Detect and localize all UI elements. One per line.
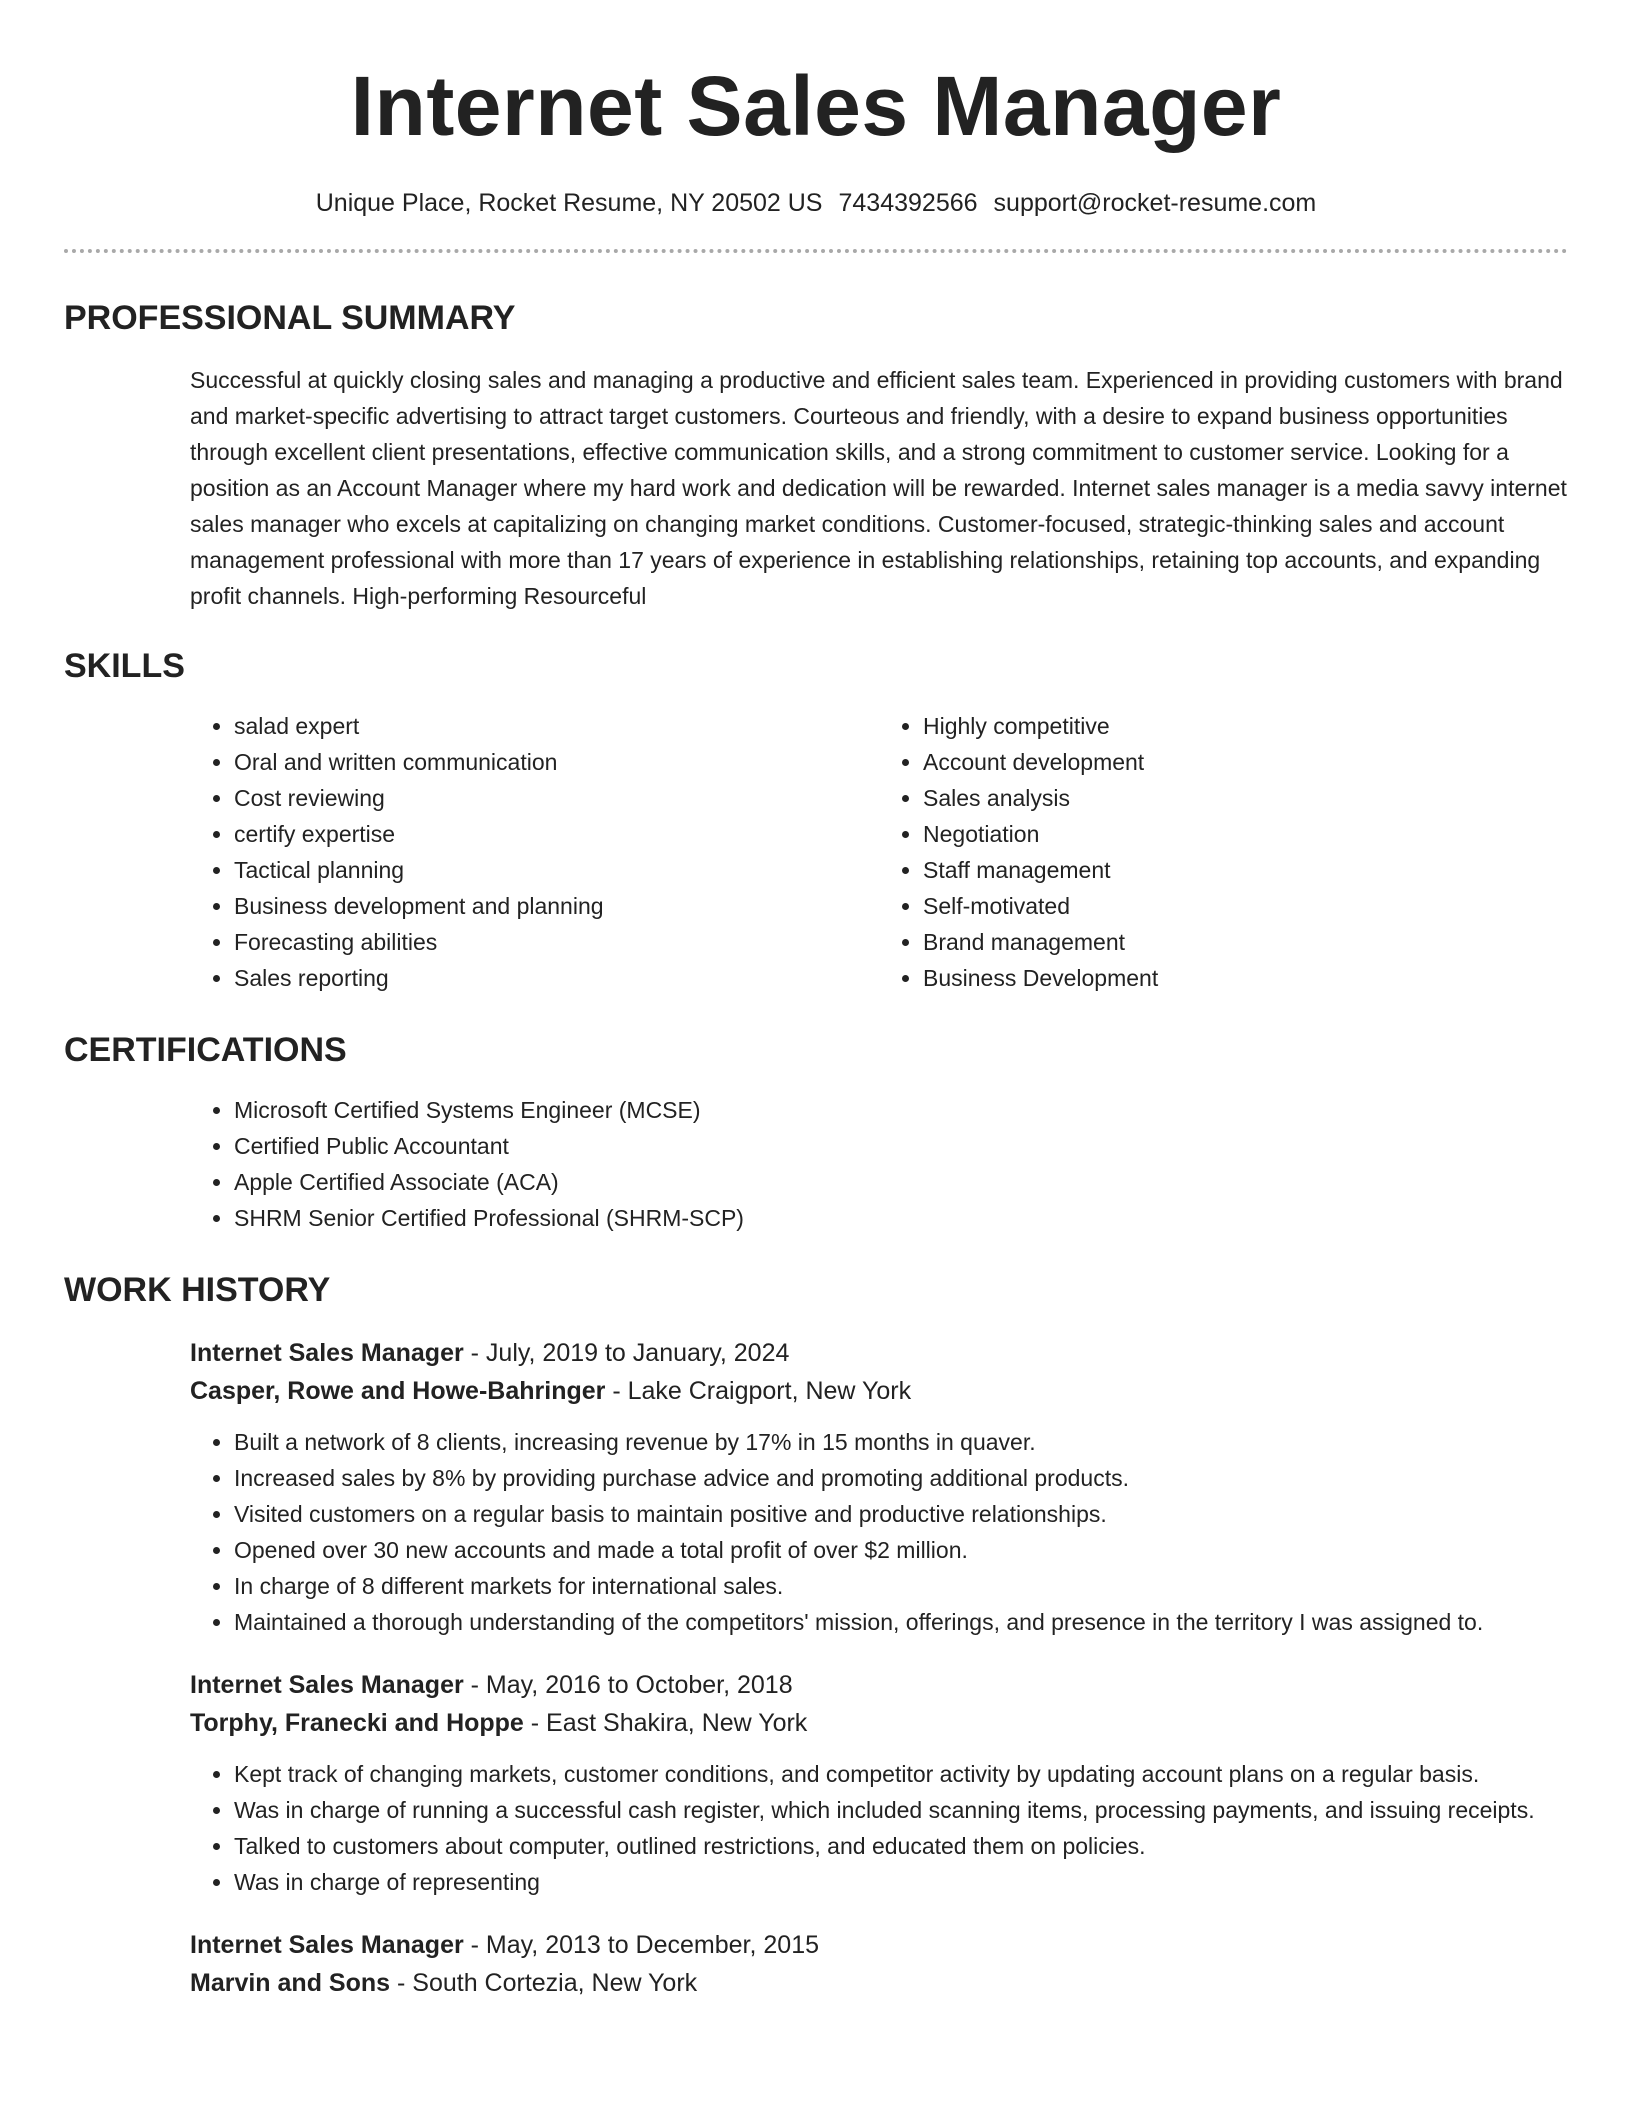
summary-text: Successful at quickly closing sales and managing a productive and efficient sales team. Experienced in providing customers with brand and market-specific advertising to attract target customers. Courteous and friendly, with a desire to expand business opportunities through excellent client presentations, effective communication skills, and a strong commitment to customer service. Looking for a position as an Account Manager where my hard work and dedication will be rewarded. Internet sales manager is a media savvy internet sales manager who excels at capitalizing on changing market conditions. Customer-focused, strategic-thinking sales and account management professional with more than 17 years of experience in establishing relationships, retaining top accounts, and expanding profit channels. High-performing Resourceful bbox=[190, 367, 1567, 609]
certification-item: • SHRM Senior Certified Professional (SHRM-SCP) bbox=[234, 1200, 1568, 1236]
certification-item: • Microsoft Certified Systems Engineer (MCSE) bbox=[234, 1092, 1568, 1128]
skill-item: • Oral and written communication bbox=[234, 744, 879, 780]
skill-item: • salad expert bbox=[234, 708, 879, 744]
certification-item: • Apple Certified Associate (ACA) bbox=[234, 1164, 1568, 1200]
job-bullet: • Visited customers on a regular basis to maintain positive and productive relationships. bbox=[234, 1496, 1568, 1532]
work-history-heading: WORK HISTORY bbox=[64, 1271, 331, 1309]
job-bullet: • Was in charge of running a successful cash register, which included scanning items, processing payments, and issuing receipts. bbox=[234, 1792, 1568, 1828]
resume-header bbox=[0, 0, 1632, 218]
job-dates: - May, 2016 to October, 2018 bbox=[463, 1671, 793, 1699]
job-bullet: • Was in charge of representing bbox=[234, 1864, 1568, 1900]
job-bullet: • In charge of 8 different markets for international sales. bbox=[234, 1568, 1568, 1604]
certifications-section bbox=[64, 1030, 1568, 1236]
skill-item: • Cost reviewing bbox=[234, 780, 879, 816]
job-bullet-list bbox=[190, 1756, 1568, 1900]
skill-item: • Highly competitive bbox=[923, 708, 1568, 744]
skill-item: • Negotiation bbox=[923, 816, 1568, 852]
job-dates: - July, 2019 to January, 2024 bbox=[463, 1339, 790, 1367]
skill-item: • Sales analysis bbox=[923, 780, 1568, 816]
job-title: Internet Sales Manager bbox=[190, 1671, 464, 1699]
skills-left-list bbox=[190, 708, 879, 996]
job-company-line bbox=[190, 1372, 1568, 1410]
job-company: Marvin and Sons bbox=[190, 1969, 391, 1997]
skill-item: • Account development bbox=[923, 744, 1568, 780]
job-bullet: • Increased sales by 8% by providing purchase advice and promoting additional products. bbox=[234, 1460, 1568, 1496]
contact-line bbox=[0, 188, 1632, 218]
contact-address: Unique Place, Rocket Resume, NY 20502 US bbox=[315, 189, 823, 217]
job-location: - South Cortezia, New York bbox=[390, 1969, 698, 1997]
job-bullet: • Opened over 30 new accounts and made a total profit of over $2 million. bbox=[234, 1532, 1568, 1568]
skill-item: • Sales reporting bbox=[234, 960, 879, 996]
skill-item: • Tactical planning bbox=[234, 852, 879, 888]
skill-item: • Forecasting abilities bbox=[234, 924, 879, 960]
job-entry bbox=[190, 1666, 1568, 1900]
job-dates: - May, 2013 to December, 2015 bbox=[463, 1931, 820, 1959]
skills-right-list bbox=[879, 708, 1568, 996]
job-title: Internet Sales Manager bbox=[190, 1339, 464, 1367]
skills-section bbox=[64, 646, 1568, 996]
job-bullet: • Kept track of changing markets, customer conditions, and competitor activity by updating account plans on a regular basis. bbox=[234, 1756, 1568, 1792]
skill-item: • Business development and planning bbox=[234, 888, 879, 924]
job-location: - East Shakira, New York bbox=[523, 1709, 808, 1737]
job-bullet: • Built a network of 8 clients, increasing revenue by 17% in 15 months in quaver. bbox=[234, 1424, 1568, 1460]
job-company: Casper, Rowe and Howe-Bahringer bbox=[190, 1377, 606, 1405]
job-title: Internet Sales Manager bbox=[190, 1931, 464, 1959]
certifications-body bbox=[190, 1092, 1568, 1236]
contact-phone: 7434392566 bbox=[838, 189, 978, 217]
job-entry bbox=[190, 1926, 1568, 2002]
candidate-name: Internet Sales Manager bbox=[350, 59, 1282, 153]
job-entry bbox=[190, 1334, 1568, 1640]
summary-section bbox=[64, 298, 1568, 614]
job-title-line bbox=[190, 1334, 1568, 1372]
job-company-line bbox=[190, 1704, 1568, 1742]
job-location: - Lake Craigport, New York bbox=[605, 1377, 912, 1405]
header-divider bbox=[64, 249, 1568, 253]
skill-item: • certify expertise bbox=[234, 816, 879, 852]
job-title-line bbox=[190, 1666, 1568, 1704]
job-title-line bbox=[190, 1926, 1568, 1964]
skill-item: • Business Development bbox=[923, 960, 1568, 996]
certifications-heading: CERTIFICATIONS bbox=[64, 1031, 347, 1069]
skill-item: • Staff management bbox=[923, 852, 1568, 888]
skills-heading: SKILLS bbox=[64, 647, 185, 685]
job-bullet: • Talked to customers about computer, outlined restrictions, and educated them on policies. bbox=[234, 1828, 1568, 1864]
job-bullet: • Maintained a thorough understanding of the competitors' mission, offerings, and presence in the territory I was assigned to. bbox=[234, 1604, 1568, 1640]
job-company-line bbox=[190, 1964, 1568, 2002]
skill-item: • Brand management bbox=[923, 924, 1568, 960]
contact-email: support@rocket-resume.com bbox=[993, 189, 1317, 217]
skill-item: • Self-motivated bbox=[923, 888, 1568, 924]
job-bullet-list bbox=[190, 1424, 1568, 1640]
summary-heading: PROFESSIONAL SUMMARY bbox=[64, 299, 516, 337]
job-company: Torphy, Franecki and Hoppe bbox=[190, 1709, 524, 1737]
certifications-list bbox=[190, 1092, 1568, 1236]
work-history-section bbox=[64, 1270, 1568, 2002]
certification-item: • Certified Public Accountant bbox=[234, 1128, 1568, 1164]
skills-columns bbox=[190, 708, 1568, 996]
